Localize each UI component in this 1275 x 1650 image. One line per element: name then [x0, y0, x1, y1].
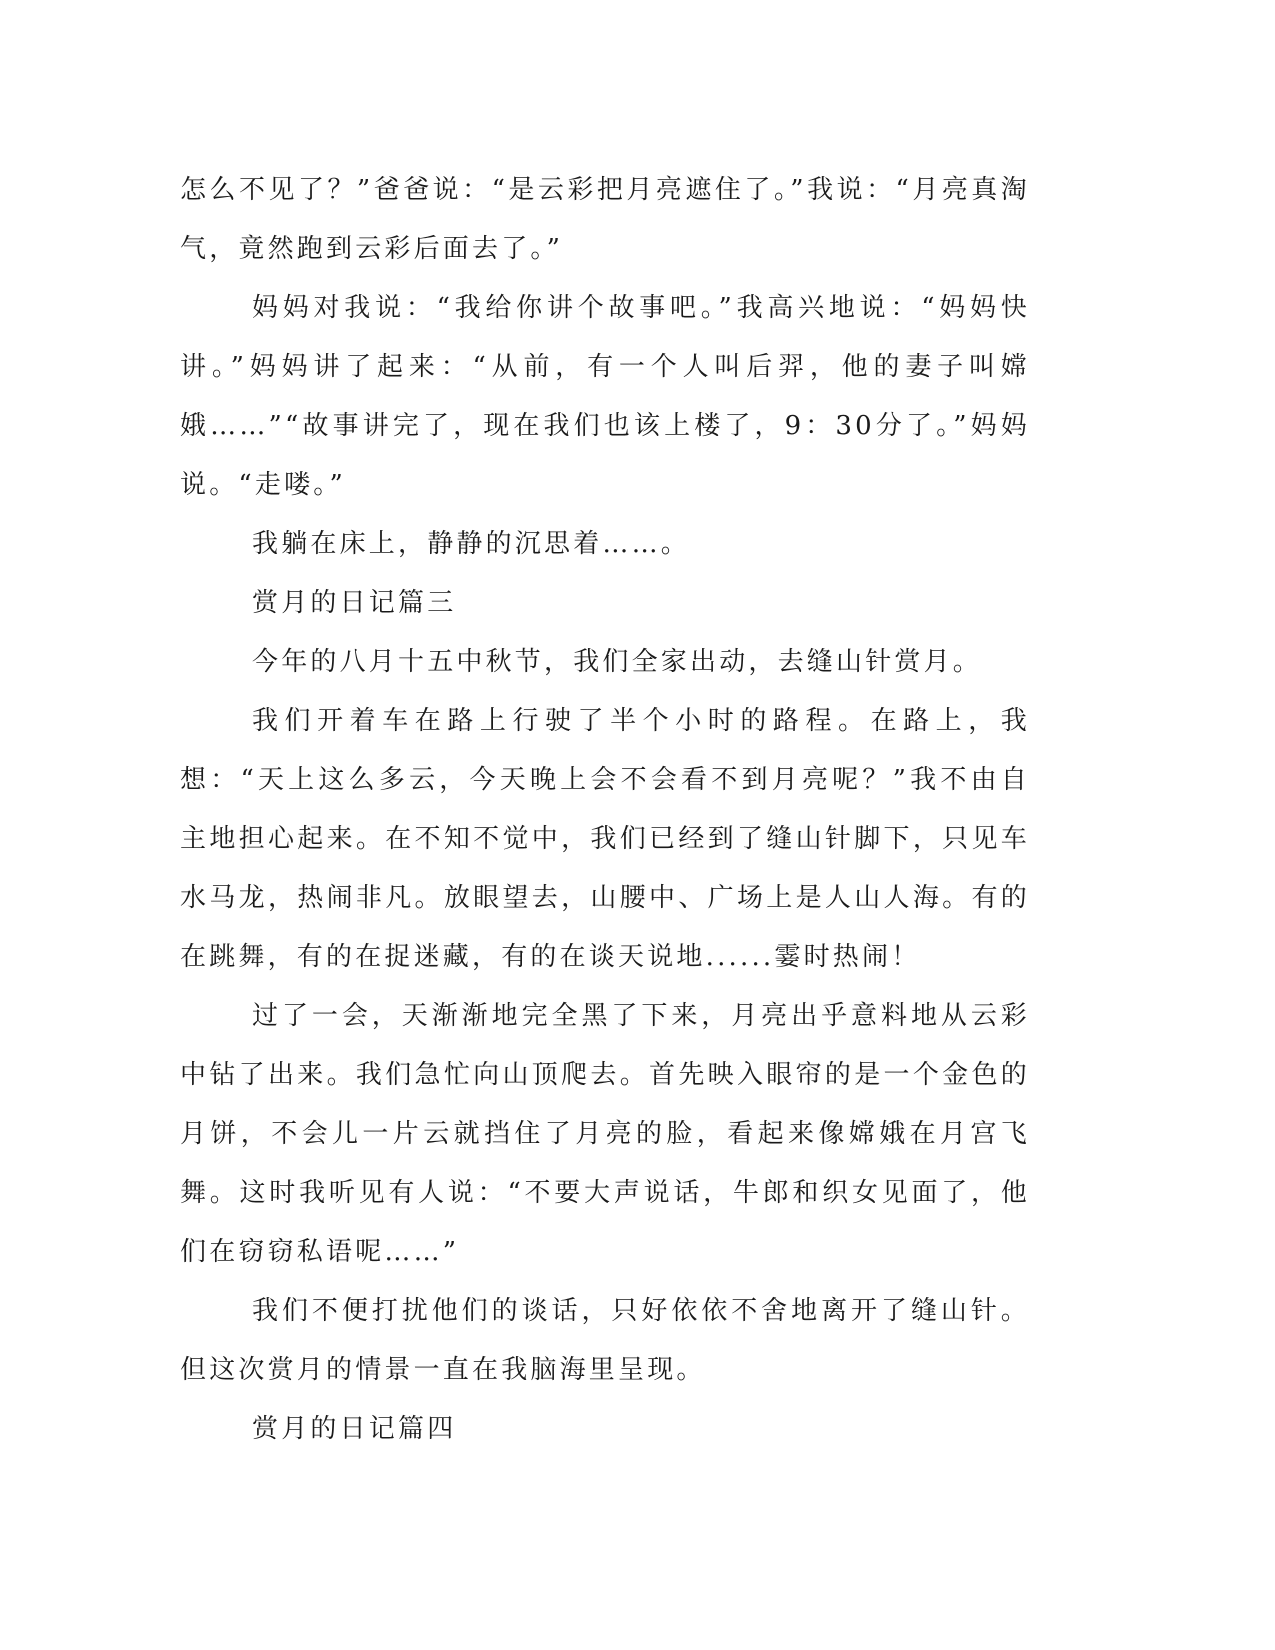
- section-heading-part-three: 赏月的日记篇三: [252, 588, 457, 618]
- paragraph-leaving: 我们不便打扰他们的谈话，只好依依不舍地离开了缝山针。但这次赏月的情景一直在我脑海里呈现。: [180, 1296, 1030, 1385]
- paragraph-mid-autumn: 今年的八月十五中秋节，我们全家出动，去缝山针赏月。: [252, 647, 983, 677]
- paragraph-continued: 怎么不见了？”爸爸说：“是云彩把月亮遮住了。”我说：“月亮真淘气，竟然跑到云彩后面去了。”: [180, 175, 1030, 264]
- paragraph-driving: 我们开着车在路上行驶了半个小时的路程。在路上，我想：“天上这么多云，今天晚上会不会看不到月亮呢？”我不由自主地担心起来。在不知不觉中，我们已经到了缝山针脚下，只见车水马龙，热闹非凡。放眼望去，山腰中、广场上是人山人海。有的在跳舞，有的在捉迷藏，有的在谈天说地......霎时热闹！: [180, 706, 1030, 972]
- paragraph-lying-in-bed: 我躺在床上，静静的沉思着……。: [252, 529, 691, 559]
- document-body: [180, 161, 1030, 1459]
- paragraph-moon-appears: 过了一会，天渐渐地完全黑了下来，月亮出乎意料地从云彩中钻了出来。我们急忙向山顶爬去。首先映入眼帘的是一个金色的月饼，不会儿一片云就挡住了月亮的脸，看起来像嫦娥在月宫飞舞。这时我听见有人说：“不要大声说话，牛郎和织女见面了，他们在窃窃私语呢……”: [180, 1001, 1030, 1267]
- section-heading-part-four: 赏月的日记篇四: [252, 1414, 457, 1444]
- paragraph-mother-story: 妈妈对我说：“我给你讲个故事吧。”我高兴地说：“妈妈快讲。”妈妈讲了起来：“从前，有一个人叫后羿，他的妻子叫嫦娥……”“故事讲完了，现在我们也该上楼了，9：30分了。”妈妈说。“走喽。”: [180, 293, 1030, 500]
